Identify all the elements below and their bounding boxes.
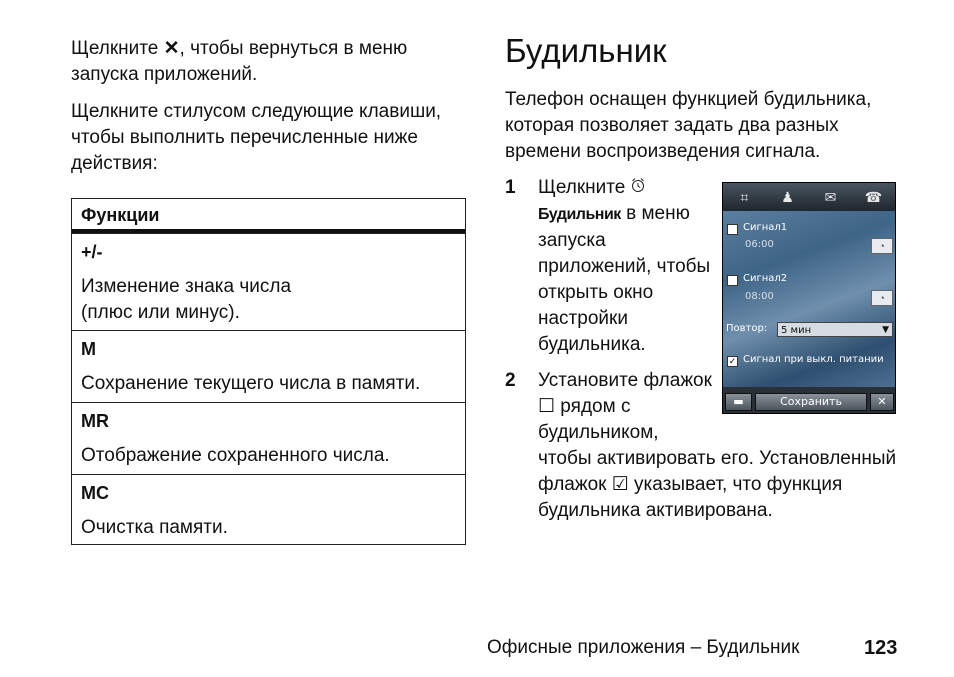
envelope-icon: ✉: [824, 189, 837, 205]
step-2-text: Установите флажок ☐ рядом с будильником,: [538, 370, 712, 443]
step-number: 1: [505, 177, 516, 198]
alarm-clock-icon: [631, 175, 645, 201]
phone-bottom-bar: [723, 387, 895, 414]
alarm1-checkbox[interactable]: [727, 224, 738, 235]
page-title: Будильник: [505, 32, 667, 69]
key-mr: MR: [81, 411, 109, 431]
save-button[interactable]: Сохранить: [755, 393, 867, 411]
menu-button[interactable]: ▬: [725, 393, 752, 411]
poweroff-label: Сигнал при выкл. питании: [743, 354, 884, 365]
contacts-icon: ♟: [781, 189, 794, 205]
alarm1-time[interactable]: 06:00: [745, 239, 774, 250]
alarm2-time[interactable]: 08:00: [745, 291, 774, 302]
close-icon: ✕: [163, 38, 180, 59]
alarm-app-name: Будильник: [538, 206, 621, 223]
intro-paragraph-keys: Щелкните стилусом следующие клавиши, чтобы выполнить перечисленные ниже действия:: [71, 101, 442, 174]
key-description: Отображение сохраненного числа.: [81, 445, 390, 466]
repeat-value: 5 мин: [781, 325, 812, 336]
table-row: [72, 330, 465, 402]
key-m: M: [81, 339, 96, 359]
alarm2-checkbox[interactable]: [727, 275, 738, 286]
step-2-continued: чтобы активировать его. Установленный флажок ☑ указывает, что функция будильника активирована.: [538, 448, 897, 521]
repeat-select[interactable]: [777, 322, 893, 337]
key-mc: MC: [81, 483, 109, 503]
key-description: Очистка памяти.: [81, 517, 228, 538]
step1-post: в меню запуска приложений, чтобы открыть окно настройки будильника.: [538, 203, 711, 355]
page-number: 123: [864, 637, 898, 659]
alarm-settings-screenshot: [722, 182, 896, 414]
step-number: 2: [505, 370, 516, 391]
intro1-post-text: , чтобы вернуться в меню запуска приложений.: [71, 38, 408, 85]
poweroff-checkbox[interactable]: ✓: [728, 356, 737, 366]
key-description: Изменение знака числа (плюс или минус).: [81, 276, 292, 323]
footer-section-title: Офисные приложения – Будильник: [487, 637, 800, 658]
table-row: [72, 402, 465, 474]
step-1-text: [538, 175, 713, 358]
alarm-form: [723, 211, 895, 387]
table-header: Функции: [72, 199, 465, 233]
key-description: Сохранение текущего числа в памяти.: [81, 373, 421, 394]
intro1-pre-text: Щелкните: [71, 38, 164, 59]
intro-paragraph-close: [71, 36, 466, 88]
alarm2-tone-button[interactable]: ◔: [871, 290, 893, 306]
alarm1-label: Сигнал1: [743, 222, 788, 233]
table-row: [72, 233, 465, 330]
repeat-label: Повтор:: [726, 323, 768, 334]
chevron-down-icon: ▼: [882, 325, 889, 335]
alarm2-label: Сигнал2: [743, 273, 788, 284]
step1-pre: Щелкните: [538, 177, 631, 198]
close-button[interactable]: ✕: [870, 393, 894, 411]
app-grid-icon: ⌗: [740, 189, 749, 205]
alarm1-tone-button[interactable]: ◔: [871, 238, 893, 254]
phone-toolbar: [723, 183, 895, 211]
phone-icon: ☎: [864, 189, 883, 205]
alarm-intro: Телефон оснащен функцией будильника, которая позволяет задать два разных времени воспроизведения сигнала.: [505, 89, 872, 162]
key-plus-minus: +/-: [81, 242, 103, 262]
functions-table: [71, 198, 466, 545]
table-row: [72, 474, 465, 544]
